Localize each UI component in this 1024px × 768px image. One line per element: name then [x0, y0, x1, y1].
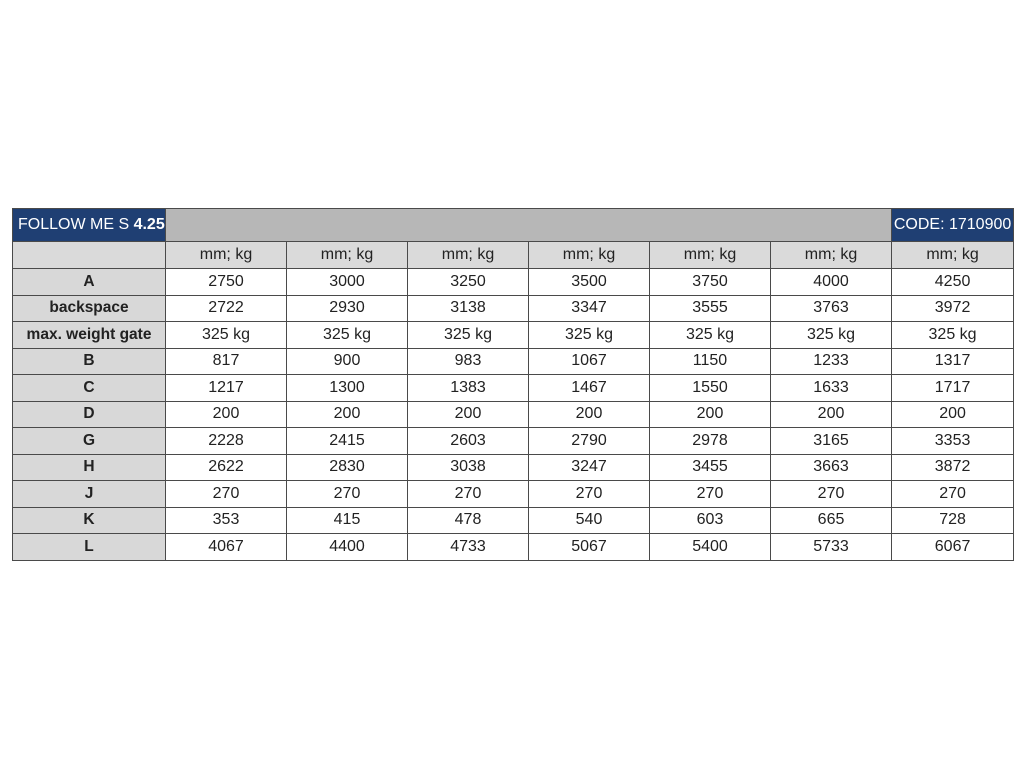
table-row — [13, 348, 1014, 375]
table-cell: 3250 — [408, 269, 529, 296]
table-cell: 5067 — [529, 534, 650, 561]
table-cell: 200 — [892, 401, 1014, 428]
table-cell: 325 kg — [166, 322, 287, 349]
title-row — [13, 209, 1014, 242]
table-cell: 3555 — [650, 295, 771, 322]
table-cell: 3138 — [408, 295, 529, 322]
table-cell: 200 — [529, 401, 650, 428]
table-cell: 817 — [166, 348, 287, 375]
table-cell: 665 — [771, 507, 892, 534]
table-cell: 325 kg — [408, 322, 529, 349]
table-cell: 270 — [650, 481, 771, 508]
table-cell: 270 — [771, 481, 892, 508]
table-cell: 478 — [408, 507, 529, 534]
unit-header-cell: mm; kg — [771, 242, 892, 269]
table-cell: 3663 — [771, 454, 892, 481]
table-cell: 5400 — [650, 534, 771, 561]
table-cell: 3247 — [529, 454, 650, 481]
table-cell: 325 kg — [892, 322, 1014, 349]
row-label: H — [13, 454, 166, 481]
table-cell: 540 — [529, 507, 650, 534]
unit-corner-cell — [13, 242, 166, 269]
product-title — [13, 209, 166, 242]
table-cell: 2750 — [166, 269, 287, 296]
unit-row — [13, 242, 1014, 269]
row-label: B — [13, 348, 166, 375]
table-cell: 1150 — [650, 348, 771, 375]
table-cell: 270 — [287, 481, 408, 508]
table-cell: 6067 — [892, 534, 1014, 561]
product-code: CODE: 1710900 — [892, 209, 1014, 242]
table-cell: 2790 — [529, 428, 650, 455]
table-cell: 200 — [287, 401, 408, 428]
product-model: 4.25 — [133, 216, 165, 233]
table-cell: 200 — [166, 401, 287, 428]
table-cell: 3038 — [408, 454, 529, 481]
table-cell: 3347 — [529, 295, 650, 322]
table-cell: 1633 — [771, 375, 892, 402]
table-cell: 270 — [529, 481, 650, 508]
table-cell: 4000 — [771, 269, 892, 296]
table-cell: 3972 — [892, 295, 1014, 322]
unit-header-cell: mm; kg — [650, 242, 771, 269]
table-cell: 1233 — [771, 348, 892, 375]
table-cell: 4400 — [287, 534, 408, 561]
table-cell: 3353 — [892, 428, 1014, 455]
table-cell: 603 — [650, 507, 771, 534]
row-label: G — [13, 428, 166, 455]
table-cell: 900 — [287, 348, 408, 375]
table-cell: 325 kg — [529, 322, 650, 349]
row-label: K — [13, 507, 166, 534]
table-cell: 1383 — [408, 375, 529, 402]
table-cell: 3165 — [771, 428, 892, 455]
table-cell: 2978 — [650, 428, 771, 455]
table-cell: 325 kg — [287, 322, 408, 349]
table-row — [13, 322, 1014, 349]
table-cell: 2830 — [287, 454, 408, 481]
unit-header-cell: mm; kg — [287, 242, 408, 269]
title-fill — [166, 209, 892, 242]
table-cell: 3455 — [650, 454, 771, 481]
table-cell: 200 — [650, 401, 771, 428]
table-cell: 4733 — [408, 534, 529, 561]
table-cell: 3763 — [771, 295, 892, 322]
table-cell: 4250 — [892, 269, 1014, 296]
table-cell: 1067 — [529, 348, 650, 375]
row-label: L — [13, 534, 166, 561]
table-cell: 3872 — [892, 454, 1014, 481]
table-cell: 2930 — [287, 295, 408, 322]
table-cell: 270 — [166, 481, 287, 508]
table-cell: 325 kg — [771, 322, 892, 349]
row-label: D — [13, 401, 166, 428]
product-title-prefix: FOLLOW ME S — [18, 216, 134, 233]
table-row — [13, 269, 1014, 296]
table-cell: 4067 — [166, 534, 287, 561]
table-row — [13, 534, 1014, 561]
row-label: C — [13, 375, 166, 402]
table-cell: 3750 — [650, 269, 771, 296]
table-cell: 200 — [771, 401, 892, 428]
row-label: J — [13, 481, 166, 508]
table-cell: 325 kg — [650, 322, 771, 349]
table-cell: 2603 — [408, 428, 529, 455]
table-cell: 1217 — [166, 375, 287, 402]
table-cell: 270 — [408, 481, 529, 508]
table-cell: 3000 — [287, 269, 408, 296]
table-cell: 3500 — [529, 269, 650, 296]
table-row — [13, 481, 1014, 508]
table-cell: 415 — [287, 507, 408, 534]
table-cell: 2228 — [166, 428, 287, 455]
table-cell: 353 — [166, 507, 287, 534]
row-label: max. weight gate — [13, 322, 166, 349]
table-row — [13, 507, 1014, 534]
table-cell: 1717 — [892, 375, 1014, 402]
table-cell: 2622 — [166, 454, 287, 481]
table-row — [13, 428, 1014, 455]
table-cell: 270 — [892, 481, 1014, 508]
table-cell: 1300 — [287, 375, 408, 402]
table-cell: 728 — [892, 507, 1014, 534]
unit-header-cell: mm; kg — [529, 242, 650, 269]
row-label: backspace — [13, 295, 166, 322]
spec-table — [12, 208, 1014, 561]
unit-header-cell: mm; kg — [892, 242, 1014, 269]
table-cell: 2415 — [287, 428, 408, 455]
table-row — [13, 375, 1014, 402]
table-cell: 2722 — [166, 295, 287, 322]
table-row — [13, 401, 1014, 428]
table-row — [13, 454, 1014, 481]
table-cell: 1317 — [892, 348, 1014, 375]
table-cell: 1550 — [650, 375, 771, 402]
table-row — [13, 295, 1014, 322]
table-cell: 983 — [408, 348, 529, 375]
table-cell: 1467 — [529, 375, 650, 402]
row-label: A — [13, 269, 166, 296]
table-cell: 5733 — [771, 534, 892, 561]
unit-header-cell: mm; kg — [408, 242, 529, 269]
unit-header-cell: mm; kg — [166, 242, 287, 269]
table-cell: 200 — [408, 401, 529, 428]
